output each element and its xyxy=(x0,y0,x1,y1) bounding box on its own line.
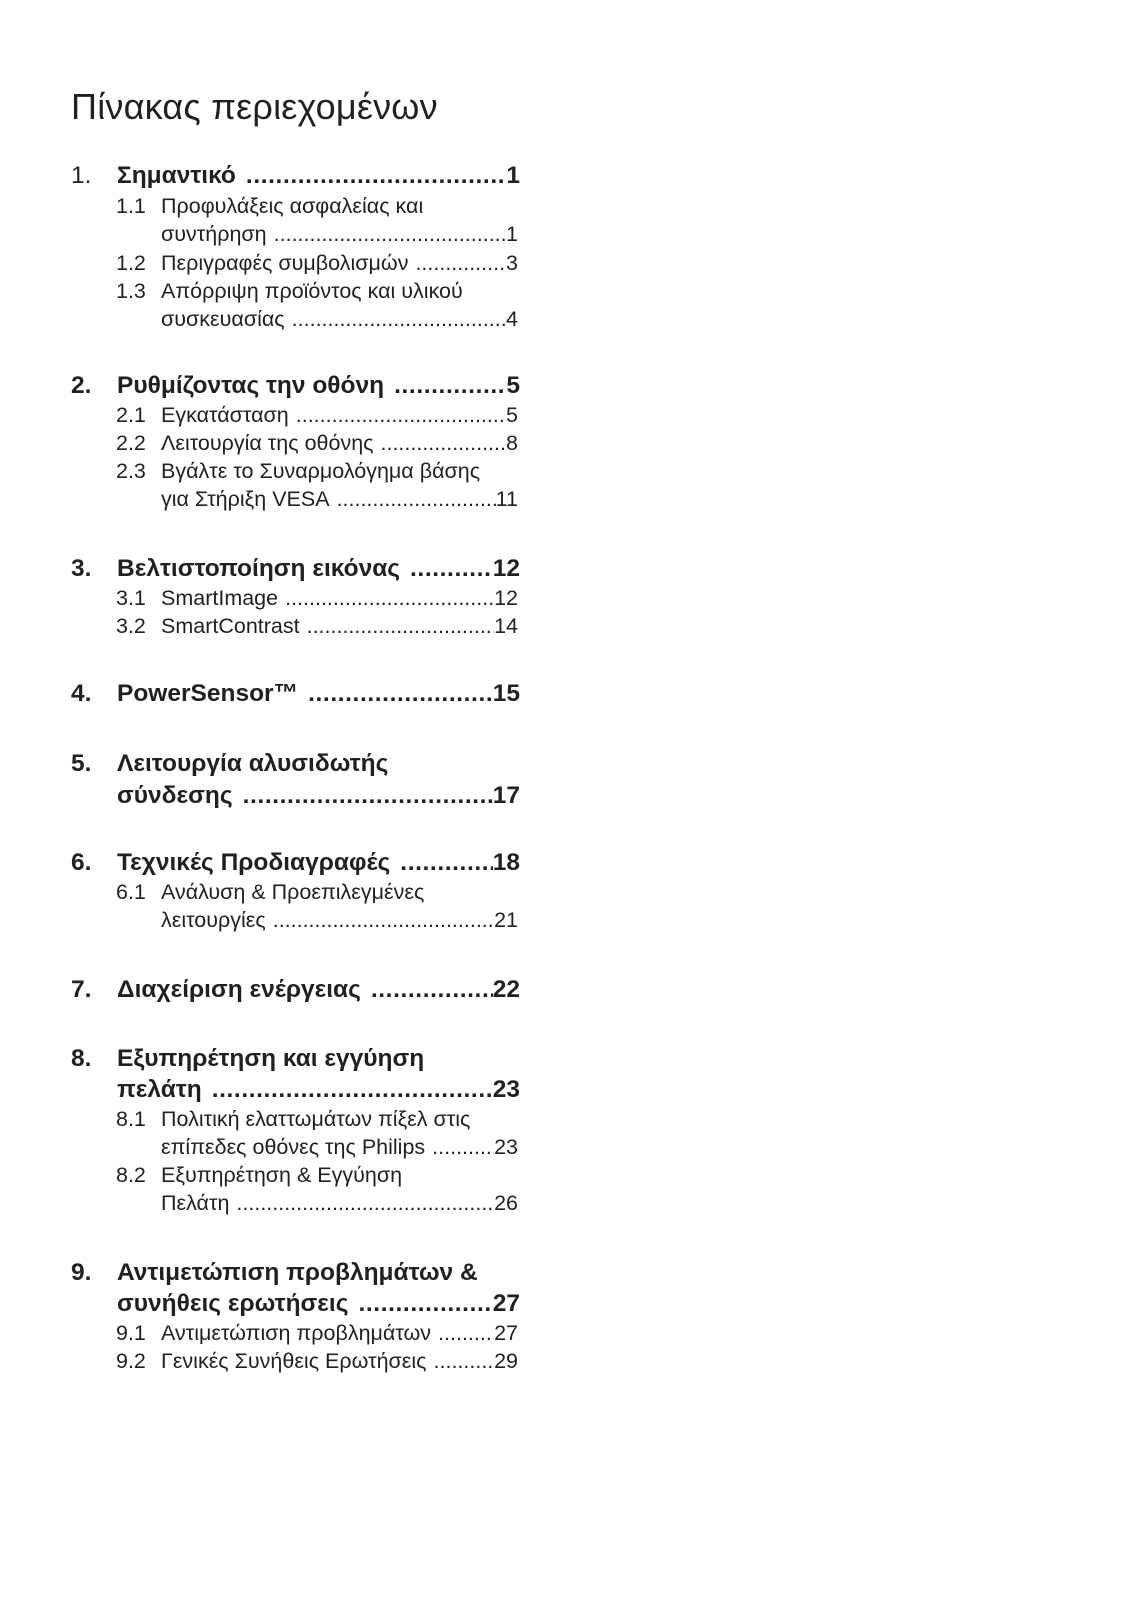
toc-section-8-2-line1[interactable] xyxy=(161,1163,402,1188)
section-number: 3.2 xyxy=(116,614,146,638)
page-number: 21 xyxy=(494,908,518,932)
page-number: 23 xyxy=(494,1135,518,1159)
section-number: 6.1 xyxy=(116,880,146,904)
chapter-title: Τεχνικές Προδιαγραφές xyxy=(117,849,391,876)
page-number: 22 xyxy=(492,976,520,1003)
toc-section-8-1-line1[interactable] xyxy=(161,1107,470,1132)
dot-leader xyxy=(236,1191,494,1216)
dot-leader xyxy=(371,976,493,1004)
chapter-title: πελάτη xyxy=(117,1076,202,1103)
page-number: 14 xyxy=(494,614,518,638)
chapter-number: 6. xyxy=(71,849,92,876)
section-title: συσκευασίας xyxy=(161,307,285,331)
page-number: 12 xyxy=(492,555,520,582)
page-number: 17 xyxy=(492,782,520,809)
dot-leader xyxy=(246,162,506,190)
dot-leader xyxy=(296,403,506,428)
section-number: 9.1 xyxy=(116,1321,146,1345)
toc-section-2-2[interactable] xyxy=(161,431,518,456)
page-number: 5 xyxy=(506,372,520,399)
chapter-number: 5. xyxy=(71,750,92,777)
toc-section-8-1[interactable] xyxy=(161,1135,518,1160)
page-number: 12 xyxy=(494,586,518,610)
toc-chapter-8[interactable] xyxy=(117,1076,520,1104)
toc-chapter-9[interactable] xyxy=(117,1290,520,1318)
section-title: Ανάλυση & Προεπιλεγμένες xyxy=(161,880,425,904)
toc-section-6-1[interactable] xyxy=(161,908,518,933)
section-title: Πελάτη xyxy=(161,1191,230,1215)
chapter-number: 7. xyxy=(71,976,92,1003)
page-number: 4 xyxy=(506,307,518,331)
toc-chapter-5-line1[interactable] xyxy=(117,750,388,778)
section-title: Γενικές Συνήθεις Ερωτήσεις xyxy=(161,1349,427,1373)
page-number: 15 xyxy=(492,680,520,707)
chapter-title: Διαχείριση ενέργειας xyxy=(117,976,361,1003)
toc-section-9-2[interactable] xyxy=(161,1349,518,1374)
toc-section-1-3-line1[interactable] xyxy=(161,279,463,304)
section-number: 2.2 xyxy=(116,431,146,455)
dot-leader xyxy=(400,849,492,877)
section-number: 8.2 xyxy=(116,1163,146,1187)
section-number: 2.1 xyxy=(116,403,146,427)
toc-section-2-3-line1[interactable] xyxy=(161,459,480,484)
chapter-number: 9. xyxy=(71,1259,92,1286)
section-title: Περιγραφές συμβολισμών xyxy=(161,251,409,275)
dot-leader xyxy=(410,555,493,583)
toc-section-1-1[interactable] xyxy=(161,222,518,247)
chapter-title: Αντιμετώπιση προβλημάτων & xyxy=(117,1259,478,1286)
toc-chapter-7[interactable] xyxy=(117,976,520,1004)
section-title: SmartImage xyxy=(161,586,279,610)
section-title: Εγκατάσταση xyxy=(161,403,289,427)
dot-leader xyxy=(308,680,493,708)
page-number: 3 xyxy=(506,251,518,275)
chapter-title: Λειτουργία αλυσιδωτής xyxy=(117,750,389,777)
toc-section-2-3[interactable] xyxy=(161,487,518,512)
toc-section-2-1[interactable] xyxy=(161,403,518,428)
dot-leader xyxy=(415,251,506,276)
dot-leader xyxy=(243,782,493,810)
page-number: 1 xyxy=(506,222,518,246)
section-title: Πολιτική ελαττωμάτων πίξελ στις xyxy=(161,1107,471,1131)
chapter-number: 2. xyxy=(71,372,92,399)
dot-leader xyxy=(358,1290,492,1318)
page-title: Πίνακας περιεχομένων xyxy=(71,86,438,127)
chapter-number: 4. xyxy=(71,680,92,707)
section-title: Εξυπηρέτηση & Εγγύηση xyxy=(161,1163,403,1187)
toc-chapter-1[interactable] xyxy=(117,162,520,190)
toc-section-8-2[interactable] xyxy=(161,1191,518,1216)
dot-leader xyxy=(285,586,494,611)
dot-leader xyxy=(432,1135,494,1160)
toc-chapter-6[interactable] xyxy=(117,849,520,877)
toc-section-1-2[interactable] xyxy=(161,251,518,276)
section-title: συντήρηση xyxy=(161,222,267,246)
dot-leader xyxy=(307,614,494,639)
page-number: 11 xyxy=(495,487,518,511)
chapter-title: Σημαντικό xyxy=(117,162,236,189)
dot-leader xyxy=(434,1349,495,1374)
section-title: Αντιμετώπιση προβλημάτων xyxy=(161,1321,432,1345)
chapter-title: συνήθεις ερωτήσεις xyxy=(117,1290,349,1317)
section-number: 1.3 xyxy=(116,279,146,303)
chapter-title: σύνδεσης xyxy=(117,782,233,809)
chapter-number: 1. xyxy=(71,162,92,189)
dot-leader xyxy=(212,1076,493,1104)
toc-chapter-4[interactable] xyxy=(117,680,520,708)
section-number: 8.1 xyxy=(116,1107,146,1131)
page-number: 8 xyxy=(506,431,518,455)
toc-section-6-1-line1[interactable] xyxy=(161,880,424,905)
dot-leader xyxy=(381,431,507,456)
page-number: 18 xyxy=(492,849,520,876)
dot-leader xyxy=(292,307,506,332)
section-title: Βγάλτε το Συναρμολόγημα βάσης xyxy=(161,459,481,483)
page-number: 26 xyxy=(494,1191,518,1215)
dot-leader xyxy=(394,372,506,400)
toc-section-1-1-line1[interactable] xyxy=(161,194,423,219)
section-number: 1.1 xyxy=(116,194,146,218)
section-number: 3.1 xyxy=(116,586,146,610)
toc-chapter-2[interactable] xyxy=(117,372,520,400)
page-number: 5 xyxy=(506,403,518,427)
chapter-title: Εξυπηρέτηση και εγγύηση xyxy=(117,1045,425,1072)
chapter-number: 3. xyxy=(71,555,92,582)
chapter-title: Βελτιστοποίηση εικόνας xyxy=(117,555,401,582)
dot-leader xyxy=(274,222,506,247)
chapter-title: Ρυθμίζοντας την οθόνη xyxy=(117,372,385,399)
page-number: 27 xyxy=(492,1290,520,1317)
section-title: Απόρριψη προϊόντος και υλικού xyxy=(161,279,463,303)
toc-section-1-3[interactable] xyxy=(161,307,518,332)
dot-leader xyxy=(438,1321,494,1346)
section-number: 2.3 xyxy=(116,459,146,483)
section-title: λειτουργίες xyxy=(161,908,266,932)
section-title: για Στήριξη VESA xyxy=(161,487,330,511)
section-title: Λειτουργία της οθόνης xyxy=(161,431,374,455)
toc-chapter-5[interactable] xyxy=(117,782,520,810)
section-title: SmartContrast xyxy=(161,614,300,638)
section-number: 9.2 xyxy=(116,1349,146,1373)
chapter-title: PowerSensor™ xyxy=(117,680,299,707)
toc-chapter-3[interactable] xyxy=(117,555,520,583)
page-number: 29 xyxy=(494,1349,518,1373)
toc-chapter-8-line1[interactable] xyxy=(117,1045,424,1073)
section-title: Προφυλάξεις ασφαλείας και xyxy=(161,194,424,218)
page-number: 1 xyxy=(506,162,520,189)
toc-section-3-1[interactable] xyxy=(161,586,518,611)
dot-leader xyxy=(337,487,496,512)
chapter-number: 8. xyxy=(71,1045,92,1072)
section-number: 1.2 xyxy=(116,251,146,275)
dot-leader xyxy=(273,908,494,933)
toc-section-3-2[interactable] xyxy=(161,614,518,639)
toc-chapter-9-line1[interactable] xyxy=(117,1259,478,1287)
section-title: επίπεδες οθόνες της Philips xyxy=(161,1135,426,1159)
page-number: 27 xyxy=(494,1321,518,1345)
toc-section-9-1[interactable] xyxy=(161,1321,518,1346)
page-number: 23 xyxy=(492,1076,520,1103)
